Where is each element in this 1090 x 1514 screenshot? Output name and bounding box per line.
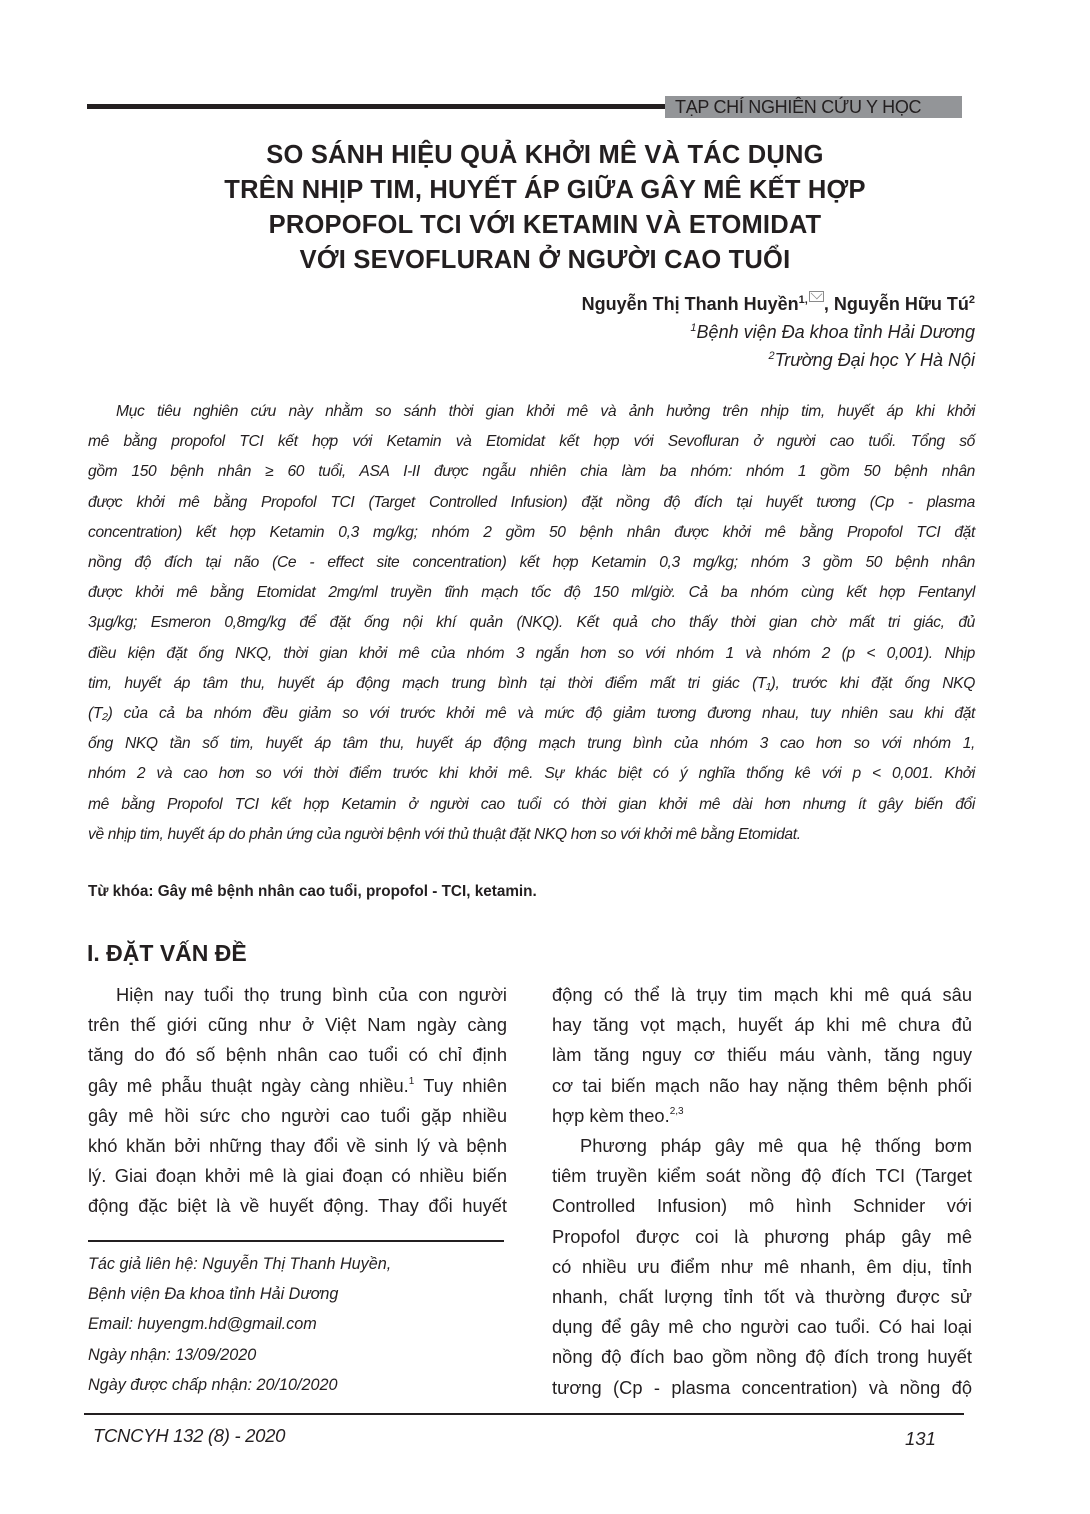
corresponding-email[interactable]: Email: huyengm.hd@gmail.com [88, 1315, 317, 1334]
title-line: PROPOFOL TCI VỚI KETAMIN VÀ ETOMIDAT [268, 211, 822, 239]
body-line: gây mê hồi sức cho người cao tuổi gặp nhiều [88, 1104, 507, 1126]
corresponding-author: Tác giả liên hệ: Nguyễn Thị Thanh Huyền, [88, 1255, 392, 1273]
page-number: 131 [905, 1428, 936, 1449]
affiliation-1: $^1$Bệnh viện Đa khoa tỉnh Hải Dương [690, 322, 975, 342]
keywords: Từ khóa: Gây mê bệnh nhân cao tuổi, propofol - TCI, ketamin. [88, 883, 537, 900]
abstract-line: mê bằng propofol TCI kết hợp với Ketamin và Etomidat kết hợp với Sevofluran ở người cao tuổi. Tổng số [88, 433, 975, 451]
body-line: nhanh, chất lượng tỉnh tốt và thường được sử [552, 1286, 972, 1308]
body-line: cơ tai biến mạch não hay nặng thêm bệnh phối [552, 1074, 972, 1096]
envelope-icon[interactable] [809, 291, 824, 302]
body-column-left [88, 980, 507, 1222]
abstract-line: mê bằng Propofol TCI kết hợp Ketamin ở người cao tuổi có thời gian khởi mê dài hơn nhưng ít gây biến đổi [88, 795, 975, 813]
author-1-affiliation: 1, [798, 294, 808, 306]
corresponding-affiliation: Bệnh viện Đa khoa tỉnh Hải Dương [88, 1285, 339, 1304]
body-line: Propofol được coi là phương pháp gây mê [552, 1225, 972, 1247]
title-line: SO SÁNH HIỆU QUẢ KHỞI MÊ VÀ TÁC DỤNG [266, 141, 824, 169]
body-line: tương (Cp - plasma concentration) và nồng độ [552, 1376, 972, 1398]
body-line: hợp kèm theo.$^{2,3}$ [552, 1104, 684, 1126]
body-line: trên thế giới cũng như ở Việt Nam ngày càng [88, 1014, 507, 1036]
author-1: Nguyễn Thị Thanh Huyền [581, 294, 799, 314]
abstract-line: được khởi mê bằng Etomidat 2mg/ml truyền tĩnh mạch tốc độ 150 ml/giờ. Cả ba nhóm cùng kết hợp Fentanyl [88, 584, 975, 602]
correspondence-footnote [88, 1249, 391, 1400]
body-line: hay tăng vọt mạch, huyết áp khi mê chưa đủ [552, 1014, 972, 1036]
header-rule [87, 104, 667, 109]
footnote-rule [88, 1240, 504, 1242]
body-line: nồng độ đích bao gồm nồng độ đích trong huyết [552, 1346, 972, 1368]
body-line: lý. Giai đoạn khởi mê là giai đoạn có nhiều biến [88, 1165, 507, 1187]
abstract-line: về nhịp tim, huyết áp do phản ứng của người bệnh với thủ thuật đặt NKQ hơn so với khởi mê bằng Etomidat. [88, 825, 801, 843]
citation-ref[interactable]: 2,3 [669, 1105, 684, 1117]
title-line: VỚI SEVOFLURAN Ở NGƯỜI CAO TUỔI [299, 246, 791, 274]
author-block [582, 290, 975, 374]
body-line: dụng để gây mê cho người cao tuổi. Có hai loại [552, 1316, 972, 1338]
accepted-date: Ngày được chấp nhận: 20/10/2020 [88, 1375, 338, 1394]
journal-citation: TCNCYH 132 (8) - 2020 [93, 1425, 286, 1446]
abstract-line: điều kiện đặt ống NKQ, thời gian khởi mê của nhóm 3 ngắn hơn so với nhóm 1 và nhóm 2 (p < 0,001). Nhịp [88, 644, 975, 662]
body-line: Phương pháp gây mê qua hệ thống bơm [580, 1135, 972, 1157]
abstract-line: Mục tiêu nghiên cứu này nhằm so sánh thời gian khởi mê và ảnh hưởng trên nhịp tim, huyết áp khi khởi [116, 403, 975, 420]
received-date: Ngày nhận: 13/09/2020 [88, 1345, 257, 1364]
body-line: tiêm truyền kiểm soát nồng độ đích TCI (Target [552, 1165, 972, 1187]
abstract-line: nồng độ đích tại não (Ce - effect site concentration) kết hợp Ketamin 0,3 mg/kg; nhóm 3 gồm 50 bệnh nhân [88, 554, 975, 572]
abstract-line: 3µg/kg; Esmeron 0,8mg/kg để đặt ống nội khí quản (NKQ). Kết quả cho thấy thời gian chờ mất tri giác, đủ [88, 614, 975, 632]
author-2: , Nguyễn Hữu Tú [823, 294, 969, 314]
author-names [582, 290, 975, 318]
section-heading: I. ĐẶT VẤN ĐỀ [87, 940, 247, 966]
body-line: làm tăng nguy cơ thiếu máu vành, tăng nguy [552, 1044, 972, 1066]
abstract-line: tim, huyết áp tâm thu, huyết áp động mạch trung bình tại thời điểm mất tri giác (T₁), trước khi đặt ống NKQ [88, 674, 975, 692]
abstract-line: nhóm 2 và cao hơn so với thời điểm trước khi khởi mê. Sự khác biệt có ý nghĩa thống kê với p < 0,001. Khởi [88, 765, 975, 783]
footer-rule [84, 1413, 964, 1415]
abstract-line: ống NKQ tần số tim, huyết áp tâm thu, huyết áp động mạch trung bình của nhóm 3 cao hơn so với nhóm 1, [88, 735, 975, 753]
abstract-line: (T₂) của cả ba nhóm đều giảm so với trước khởi mê và mức độ giảm tương đương nhau, tuy nhiên sau khi đặt [88, 705, 975, 723]
body-line: động có thể là trụy tim mạch khi mê quá sâu [552, 984, 972, 1005]
title-line: TRÊN NHỊP TIM, HUYẾT ÁP GIỮA GÂY MÊ KẾT HỢP [224, 176, 866, 204]
abstract-line: gồm 150 bệnh nhân ≥ 60 tuổi, ASA I-II được ngẫu nhiên chia làm ba nhóm: nhóm 1 gồm 50 bệnh nhân [88, 463, 975, 481]
journal-name: TẠP CHÍ NGHIÊN CỨU Y HỌC [665, 96, 962, 118]
body-line: gây mê phẫu thuật ngày càng nhiều.$^1$ Tuy nhiên [88, 1074, 507, 1096]
body-line: động đặc biệt là về huyết động. Thay đổi huyết [88, 1195, 507, 1217]
body-line: khó khăn bởi những thay đổi về sinh lý và bệnh [88, 1135, 507, 1157]
abstract-line: concentration) kết hợp Ketamin 0,3 mg/kg; nhóm 2 gồm 50 bệnh nhân được khởi mê bằng Propofol TCI đặt [88, 523, 975, 541]
abstract [88, 397, 975, 850]
body-column-right [552, 980, 972, 1403]
abstract-line: được khởi mê bằng Propofol TCI (Target Controlled Infusion) đặt nồng độ đích tại huyết tương (Cp - plasma [88, 493, 975, 511]
body-line: có nhiều ưu điểm như mê nhanh, êm dịu, tỉnh [552, 1255, 972, 1277]
body-line: Hiện nay tuổi thọ trung bình của con người [116, 984, 507, 1005]
body-line: tăng do đó số bệnh nhân cao tuổi có chỉ định [88, 1044, 507, 1066]
article-title [100, 138, 990, 278]
author-2-affiliation: 2 [968, 294, 975, 306]
affiliation-2: $^2$Trường Đại học Y Hà Nội [768, 350, 975, 370]
body-line: Controlled Infusion) mô hình Schnider với [552, 1195, 972, 1217]
citation-ref[interactable]: 1 [408, 1075, 415, 1087]
